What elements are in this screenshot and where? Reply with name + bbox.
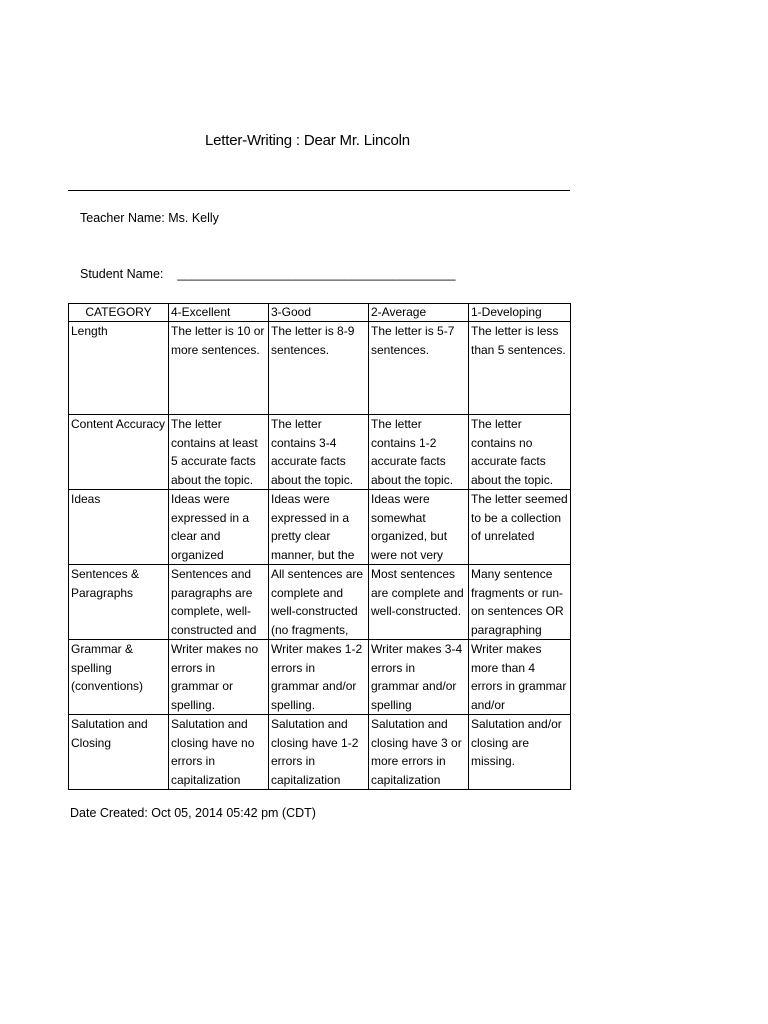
header-average: 2-Average [369, 304, 469, 322]
criterion-cell: The letter is less than 5 sentences. [469, 322, 571, 415]
criterion-cell: Ideas were somewhat organized, but were not very [369, 490, 469, 565]
criterion-cell: The letter is 10 or more sentences. [169, 322, 269, 415]
criterion-cell: The letter seemed to be a collection of unrelated [469, 490, 571, 565]
category-cell: Sentences & Paragraphs [69, 565, 169, 640]
rubric-row-length [69, 322, 571, 415]
header-good: 3-Good [269, 304, 369, 322]
header-excellent: 4-Excellent [169, 304, 269, 322]
criterion-cell: Writer makes more than 4 errors in grammar and/or [469, 640, 571, 715]
criterion-cell: The letter contains no accurate facts about the topic. [469, 415, 571, 490]
category-cell: Content Accuracy [69, 415, 169, 490]
criterion-cell: Salutation and closing have 1-2 errors in capitalization [269, 715, 369, 790]
title-divider [68, 190, 570, 191]
date-created: Date Created: Oct 05, 2014 05:42 pm (CDT) [70, 806, 316, 820]
criterion-cell: Most sentences are complete and well-constructed. [369, 565, 469, 640]
criterion-cell: The letter contains 3-4 accurate facts about the topic. [269, 415, 369, 490]
criterion-cell: Salutation and/or closing are missing. [469, 715, 571, 790]
criterion-cell: The letter is 8-9 sentences. [269, 322, 369, 415]
rubric-row-ideas [69, 490, 571, 565]
header-developing: 1-Developing [469, 304, 571, 322]
criterion-cell: The letter contains at least 5 accurate facts about the topic. [169, 415, 269, 490]
criterion-cell: Many sentence fragments or run-on sentences OR paragraphing [469, 565, 571, 640]
criterion-cell: Writer makes 1-2 errors in grammar and/or spelling. [269, 640, 369, 715]
criterion-cell: Writer makes 3-4 errors in grammar and/or spelling [369, 640, 469, 715]
rubric-row-sentences-paragraphs [69, 565, 571, 640]
criterion-cell: All sentences are complete and well-constructed (no fragments, [269, 565, 369, 640]
rubric-table [68, 303, 571, 790]
student-name-label: Student Name: [80, 267, 164, 281]
category-cell: Grammar & spelling (conventions) [69, 640, 169, 715]
criterion-cell: The letter is 5-7 sentences. [369, 322, 469, 415]
student-name-blank: ________________________________________ [177, 267, 456, 281]
criterion-cell: The letter contains 1-2 accurate facts about the topic. [369, 415, 469, 490]
rubric-row-content-accuracy [69, 415, 571, 490]
header-category: CATEGORY [69, 304, 169, 322]
criterion-cell: Salutation and closing have 3 or more errors in capitalization [369, 715, 469, 790]
criterion-cell: Ideas were expressed in a clear and organized [169, 490, 269, 565]
category-cell: Ideas [69, 490, 169, 565]
teacher-name: Teacher Name: Ms. Kelly [80, 211, 219, 225]
rubric-row-grammar-spelling [69, 640, 571, 715]
category-cell: Salutation and Closing [69, 715, 169, 790]
category-cell: Length [69, 322, 169, 415]
student-name-line [80, 267, 455, 281]
criterion-cell: Ideas were expressed in a pretty clear manner, but the [269, 490, 369, 565]
document-title: Letter-Writing : Dear Mr. Lincoln [205, 132, 410, 149]
rubric-row-salutation-closing [69, 715, 571, 790]
rubric-header-row [69, 304, 571, 322]
criterion-cell: Sentences and paragraphs are complete, well-constructed and [169, 565, 269, 640]
criterion-cell: Salutation and closing have no errors in capitalization [169, 715, 269, 790]
criterion-cell: Writer makes no errors in grammar or spelling. [169, 640, 269, 715]
